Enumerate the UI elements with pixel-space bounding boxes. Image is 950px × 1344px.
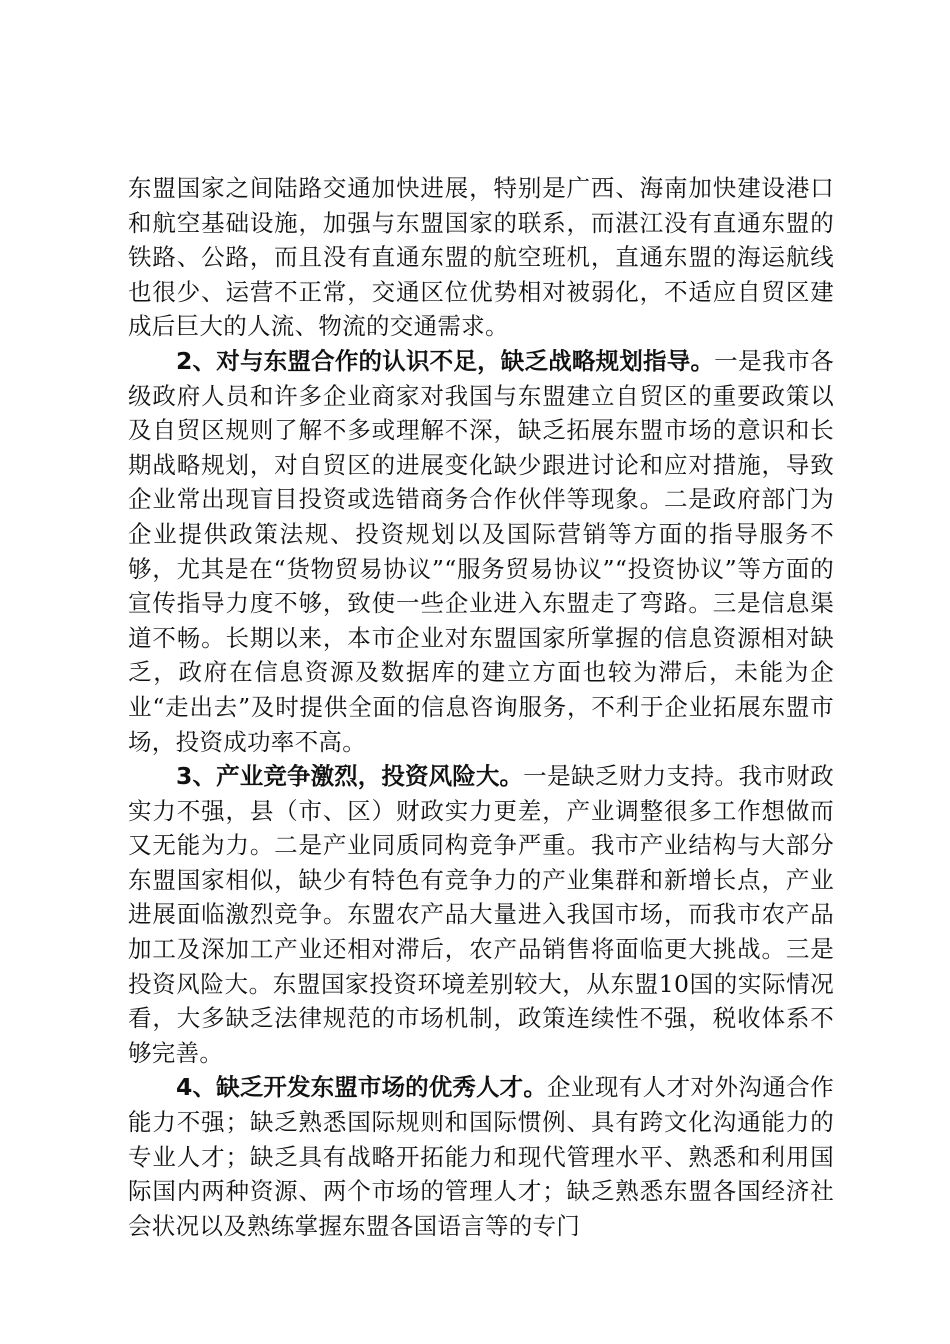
paragraph-heading: 3、产业竞争激烈，投资风险大。 (176, 762, 524, 791)
paragraph-continuation (128, 171, 834, 344)
paragraph-heading: 4、缺乏开发东盟市场的优秀人才。 (176, 1073, 547, 1102)
paragraph-body: 东盟国家之间陆路交通加快进展，特别是广西、海南加快建设港口和航空基础设施，加强与东盟国家的联系，而湛江没有直通东盟的铁路、公路，而且没有直通东盟的航空班机，直通东盟的海运航线也很少、运营不正常，交通区位优势相对被弱化，不适应自贸区建成后巨大的人流、物流的交通需求。 (128, 174, 834, 341)
paragraph-body: 一是我市各级政府人员和许多企业商家对我国与东盟建立自贸区的重要政策以及自贸区规则了解不多或理解不深，缺乏拓展东盟市场的意识和长期战略规划，对自贸区的进展变化缺少跟进讨论和应对措施，导致企业常出现盲目投资或选错商务合作伙伴等现象。二是政府部门为企业提供政策法规、投资规划以及国际营销等方面的指导服务不够，尤其是在“货物贸易协议”“服务贸易协议”“投资协议”等方面的宣传指导力度不够，致使一些企业进入东盟走了弯路。三是信息渠道不畅。长期以来，本市企业对东盟国家所掌握的信息资源相对缺乏，政府在信息资源及数据库的建立方面也较为滞后，未能为企业“走出去”及时提供全面的信息咨询服务，不利于企业拓展东盟市场，投资成功率不高。 (128, 346, 834, 756)
paragraph-body: 企业现有人才对外沟通合作能力不强；缺乏熟悉国际规则和国际惯例、具有跨文化沟通能力的专业人才；缺乏具有战略开拓能力和现代管理水平、熟悉和利用国际国内两种资源、两个市场的管理人才；缺乏熟悉东盟各国经济社会状况以及熟练掌握东盟各国语言等的专门 (128, 1073, 834, 1240)
paragraph-heading: 2、对与东盟合作的认识不足，缺乏战略规划指导。 (176, 346, 715, 375)
paragraph-item-4 (128, 1070, 834, 1243)
paragraph-item-3 (128, 759, 834, 1070)
paragraph-body: 一是缺乏财力支持。我市财政实力不强，县（市、区）财政实力更差，产业调整很多工作想做而又无能为力。二是产业同质同构竞争严重。我市产业结构与大部分东盟国家相似，缺少有特色有竞争力的产业集群和新增长点，产业进展面临激烈竞争。东盟农产品大量进入我国市场，而我市农产品加工及深加工产业还相对滞后，农产品销售将面临更大挑战。三是投资风险大。东盟国家投资环境差别较大，从东盟10国的实际情况看，大多缺乏法律规范的市场机制，政策连续性不强，税收体系不够完善。 (128, 762, 834, 1067)
document-body (128, 171, 834, 1243)
paragraph-item-2 (128, 344, 834, 759)
